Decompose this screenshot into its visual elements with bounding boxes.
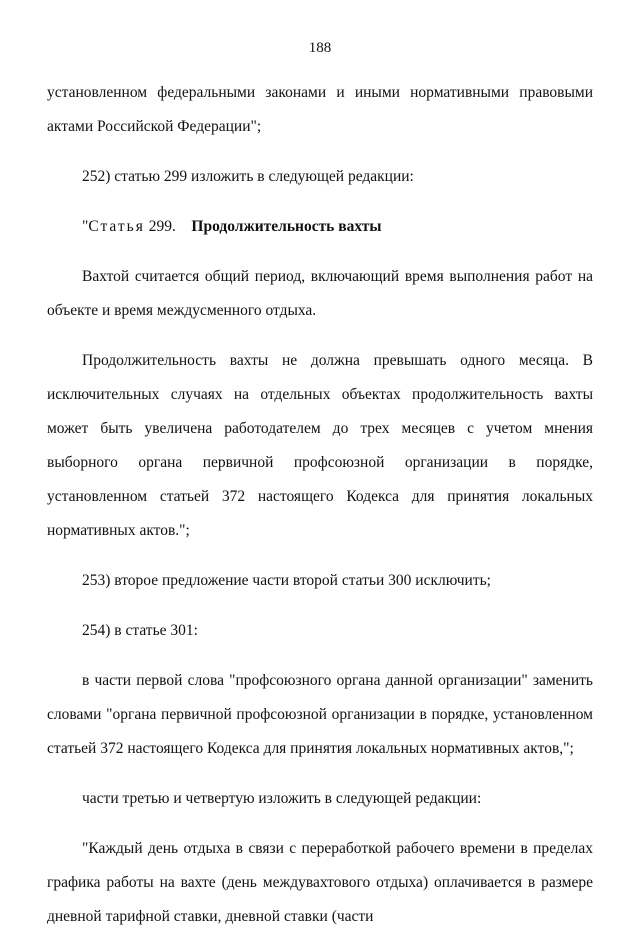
article-title: Продолжительность вахты <box>191 218 382 235</box>
article-quote: " <box>82 218 89 235</box>
article-label: Статья <box>88 218 145 235</box>
paragraph-parts-three-four: части третью и четвертую изложить в следующей редакции: <box>82 790 482 807</box>
page-number: 188 <box>308 40 332 56</box>
paragraph-vahta-definition: Вахтой считается общий период, включающий время выполнения работ на объекте и время междусменного отдыха. <box>47 268 593 319</box>
paragraph-item-254: 254) в статье 301: <box>82 622 198 639</box>
document-body <box>47 76 593 950</box>
article-heading <box>47 210 593 244</box>
article-number: 299. <box>148 218 176 235</box>
paragraph-vahta-duration: Продолжительность вахты не должна превышать одного месяца. В исключительных случаях на отдельных объектах продолжительность вахты может быть увеличена работодателем до трех месяцев с учетом мнения выборного органа первичной профсоюзной организации в порядке, установленном статьей 372 настоящего Кодекса для принятия локальных нормативных актов."; <box>47 352 593 539</box>
paragraph-rest-day: "Каждый день отдыха в связи с переработкой рабочего времени в пределах графика работы на вахте (день междувахтового отдыха) оплачивается в размере дневной тарифной ставки, дневной ставки (части <box>47 840 593 925</box>
paragraph-item-252: 252) статью 299 изложить в следующей редакции: <box>82 168 414 185</box>
paragraph-part-one: в части первой слова "профсоюзного органа данной организации" заменить словами "органа первичной профсоюзной организации в порядке, установленном статьей 372 настоящего Кодекса для принятия локальных нормативных актов,"; <box>47 672 593 757</box>
paragraph-continuation: установленном федеральными законами и иными нормативными правовыми актами Российской Федерации"; <box>47 84 593 135</box>
paragraph-item-253: 253) второе предложение части второй статьи 300 исключить; <box>82 572 491 589</box>
